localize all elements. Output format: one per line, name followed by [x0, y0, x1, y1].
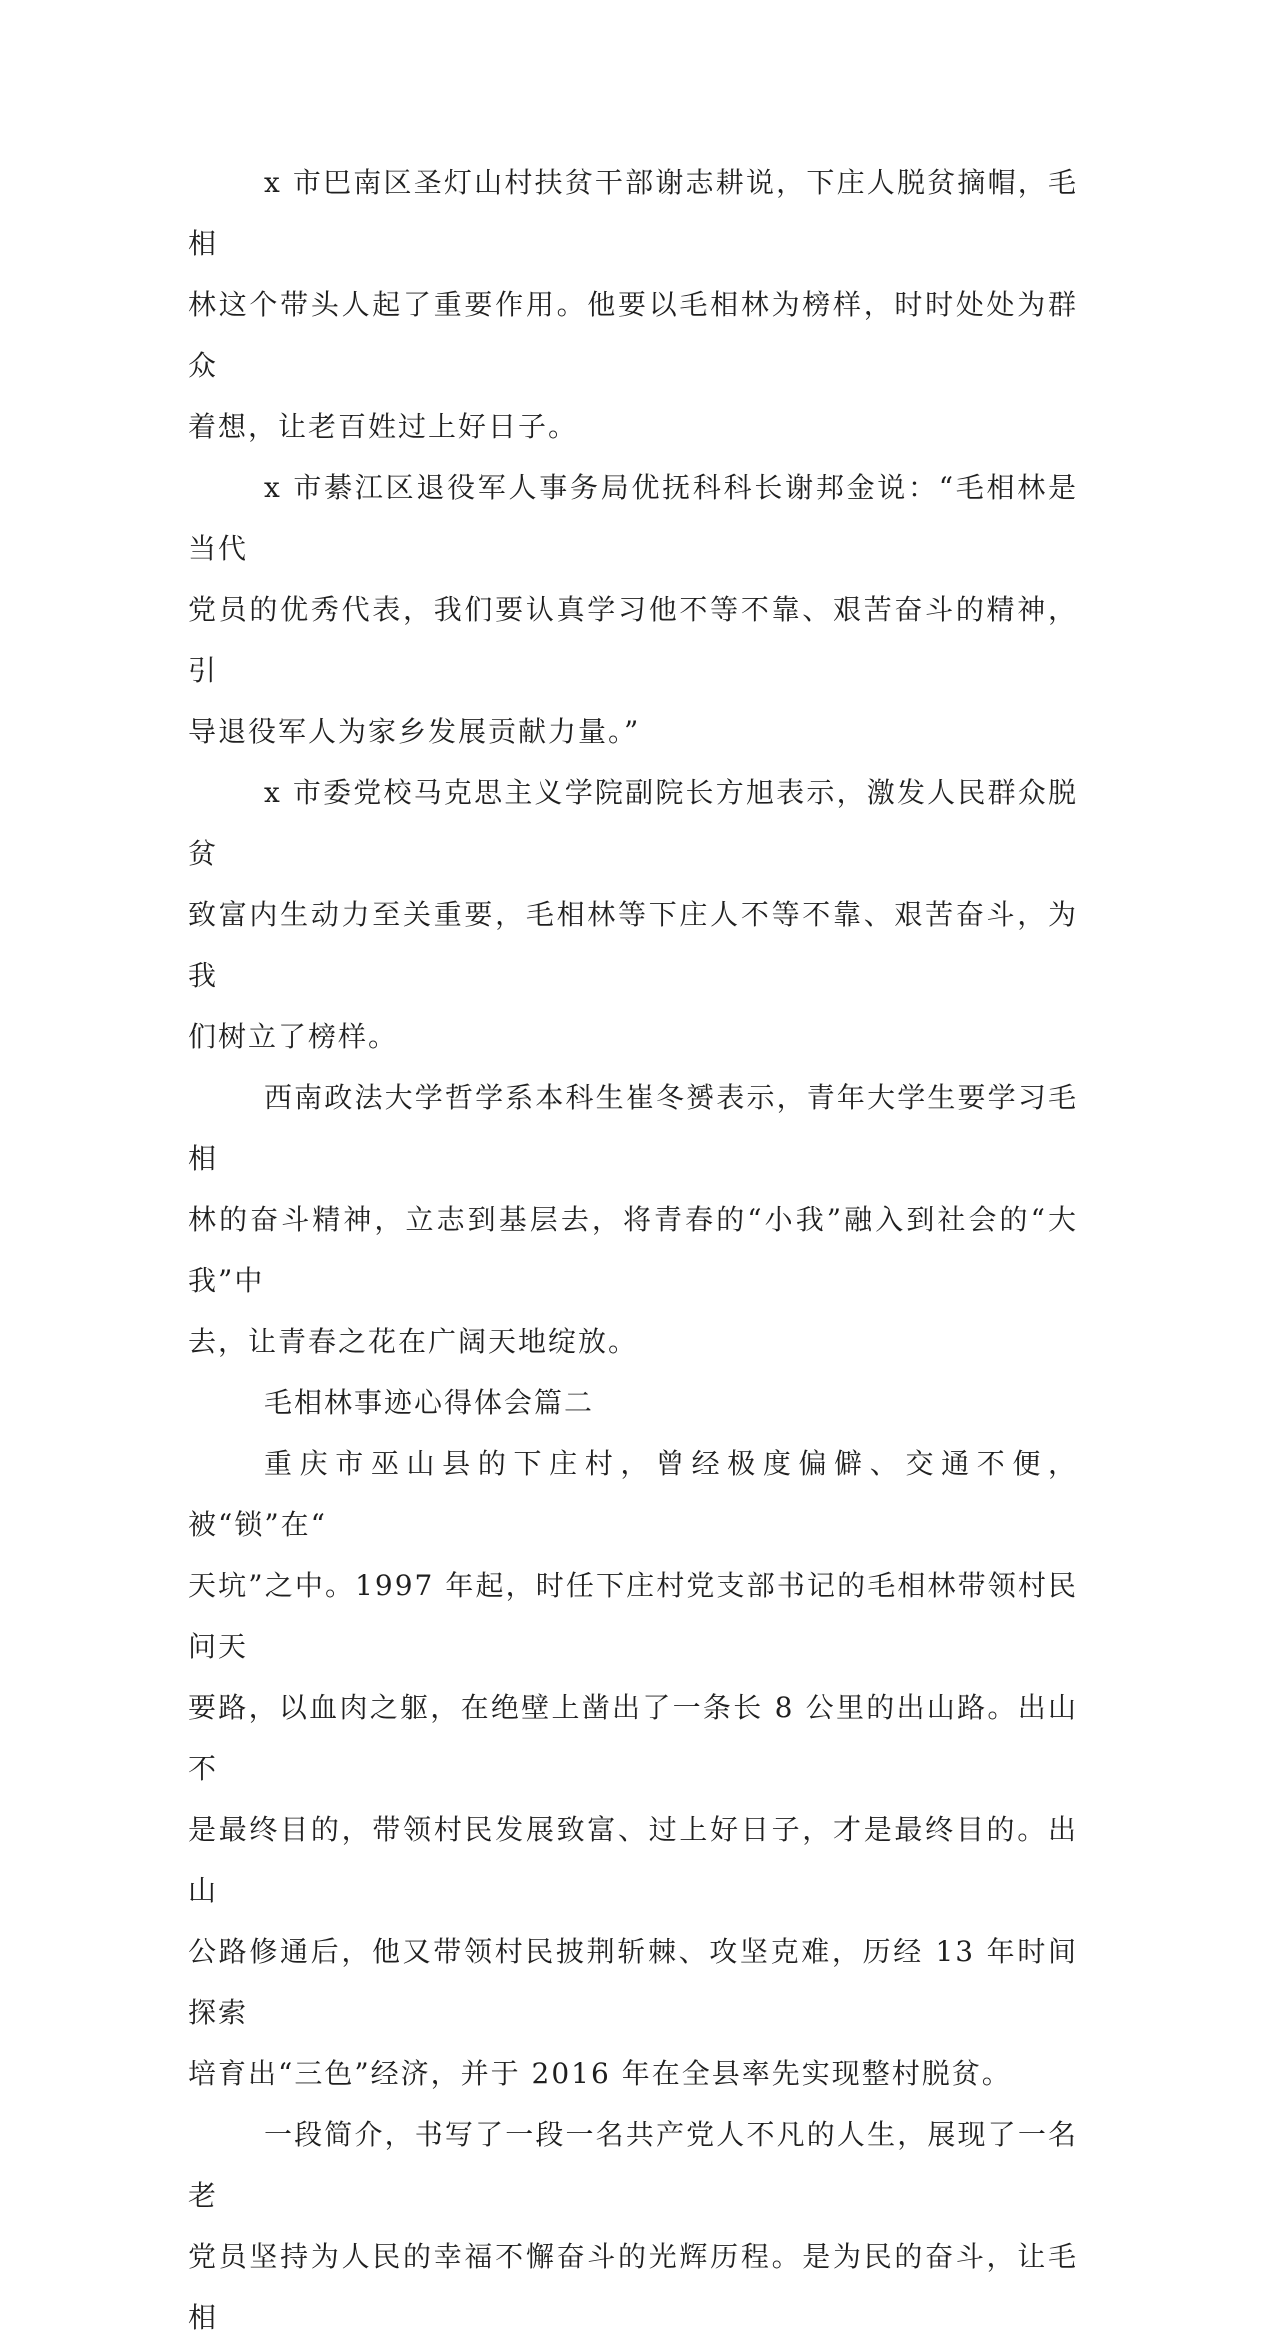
section-heading: 毛相林事迹心得体会篇二 [264, 1386, 595, 1419]
paragraph: 重庆市巫山县的下庄村，曾经极度偏僻、交通不便，被“锁”在“ 天坑”之中。1997 年起，时任下庄村党支部书记的毛相林带领村民问天 要路，以血肉之躯，在绝壁上凿出了一条长 8 公里的出山路。出山不 是最终目的，带领村民发展致富、过上好日子，才是最终目的。出山 公路修通后，他又带领村民披荆斩棘、攻坚克难，历经 13 年时间探索 培育出“三色”经济，并于 2016 年在全县率先实现整村脱贫。 [188, 1447, 1078, 2090]
paragraph: x 市委党校马克思主义学院副院长方旭表示，激发人民群众脱贫 致富内生动力至关重要，毛相林等下庄人不等不靠、艰苦奋斗，为我 们树立了榜样。 [188, 776, 1078, 1053]
document-body [188, 152, 1078, 2348]
paragraph: 西南政法大学哲学系本科生崔冬赟表示，青年大学生要学习毛相 林的奋斗精神，立志到基层去，将青春的“小我”融入到社会的“大我”中 去，让青春之花在广阔天地绽放。 [188, 1081, 1078, 1358]
paragraph: 一段简介，书写了一段一名共产党人不凡的人生，展现了一名老 党员坚持为人民的幸福不懈奋斗的光辉历程。是为民的奋斗，让毛相 [188, 2118, 1078, 2334]
paragraph: x 市巴南区圣灯山村扶贫干部谢志耕说，下庄人脱贫摘帽，毛相 林这个带头人起了重要作用。他要以毛相林为榜样，时时处处为群众 着想，让老百姓过上好日子。 [188, 166, 1078, 443]
paragraph: x 市綦江区退役军人事务局优抚科科长谢邦金说：“毛相林是当代 党员的优秀代表，我们要认真学习他不等不靠、艰苦奋斗的精神，引 导退役军人为家乡发展贡献力量。” [188, 471, 1078, 748]
